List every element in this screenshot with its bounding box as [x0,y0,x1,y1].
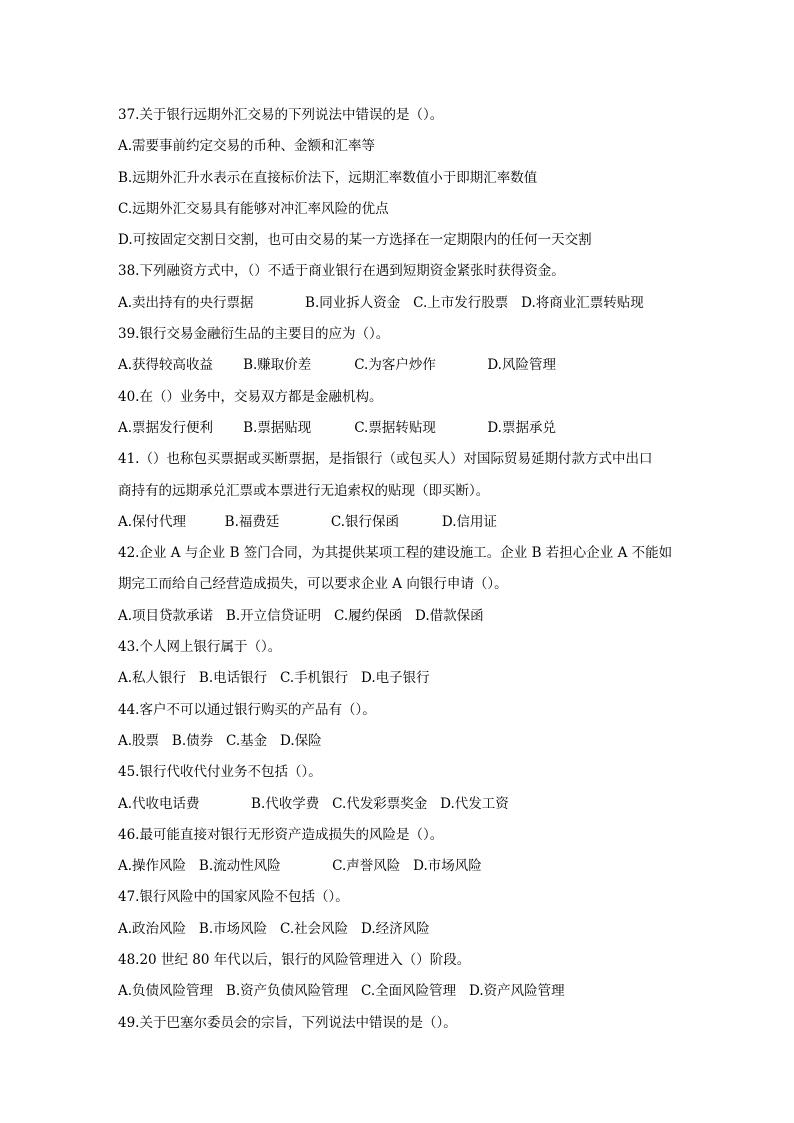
option-line: A.项目贷款承诺 B.开立信贷证明 C.履约保函 D.借款保函 [118,607,484,624]
question-38: 38.下列融资方式中，（）不适于商业银行在遇到短期资金紧张时获得资金。 [118,263,565,280]
option-line: A.需要事前约定交易的币种、金额和汇率等 [118,138,376,155]
option-line: A.政治风险 B.市场风险 C.社会风险 D.经济风险 [118,920,430,937]
option-line: A.代收电话费 B.代收学费 C.代发彩票奖金 D.代发工资 [118,795,509,812]
question-37: 37.关于银行远期外汇交易的下列说法中错误的是（）。 [118,107,444,123]
option-line: D.可按固定交割日交割，也可由交易的某一方选择在一定期限内的任何一天交割 [118,232,592,249]
option-line: A.私人银行 B.电话银行 C.手机银行 D.电子银行 [118,670,430,687]
document-page [118,100,678,1039]
question-47: 47.银行风险中的国家风险不包括（）。 [118,889,349,906]
question-39: 39.银行交易金融衍生品的主要目的应为（）。 [118,326,390,343]
option-line: A.股票 B.债券 C.基金 D.保险 [118,732,322,749]
question-42: 42.企业 A 与企业 B 签门合同，为其提供某项工程的建设施工。企业 B 若担心企业 A 不能如 [118,545,673,562]
question-41-cont: 商持有的远期承兑汇票或本票进行无追索权的贴现（即买断）。 [118,482,490,499]
question-42-cont: 期完工而给自己经营造成损失，可以要求企业 A 向银行申请（）。 [118,576,508,593]
option-line: A.获得较高收益 B.赚取价差 C.为客户炒作 D.风险管理 [118,357,556,374]
question-43: 43.个人网上银行属于（）。 [118,639,282,656]
option-line: A.负债风险管理 B.资产负债风险管理 C.全面风险管理 D.资产风险管理 [118,983,565,1000]
option-line: B.远期外汇升水表示在直接标价法下，远期汇率数值小于即期汇率数值 [118,169,538,186]
question-46: 46.最可能直接对银行无形资产造成损失的风险是（）。 [118,826,444,843]
question-49: 49.关于巴塞尔委员会的宗旨，下列说法中错误的是（）。 [118,1014,457,1031]
question-45: 45.银行代收代付业务不包括（）。 [118,764,322,781]
option-line: A.票据发行便利 B.票据贴现 C.票据转贴现 D.票据承兑 [118,419,556,436]
option-line: A.卖出持有的央行票据 B.同业拆人资金 C.上市发行股票 D.将商业汇票转贴现 [118,294,644,311]
question-44: 44.客户不可以通过银行购买的产品有（）。 [118,701,376,718]
option-line: A.保付代理 B.福费廷 C.银行保函 D.信用证 [118,513,498,530]
question-48: 48.20 世纪 80 年代以后，银行的风险管理进入（）阶段。 [118,952,471,969]
option-line: A.操作风险 B.流动性风险 C.声誉风险 D.市场风险 [118,858,482,875]
question-41: 41.（）也称包买票据或买断票据，是指银行（或包买人）对国际贸易延期付款方式中出口 [118,451,653,468]
question-40: 40.在（）业务中，交易双方都是金融机构。 [118,388,383,405]
option-line: C.远期外汇交易具有能够对冲汇率风险的优点 [118,200,389,217]
